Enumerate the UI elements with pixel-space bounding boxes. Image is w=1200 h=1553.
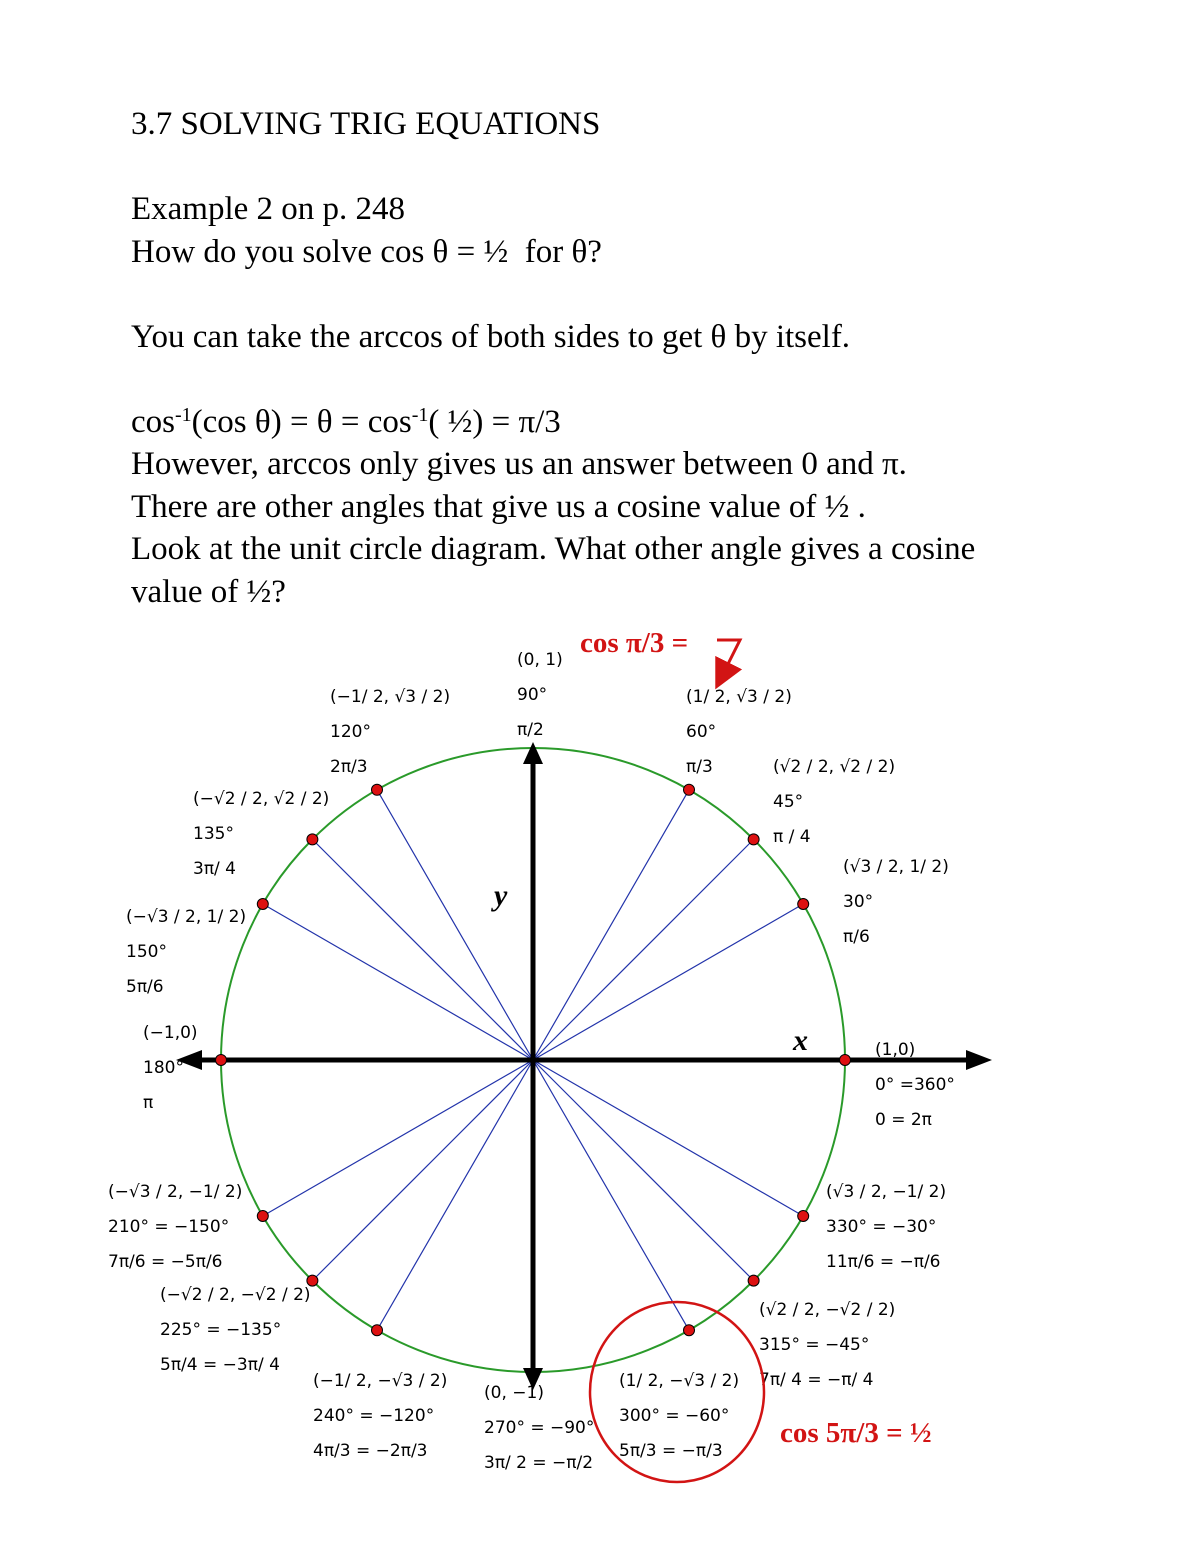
radius-line-150 bbox=[263, 904, 533, 1060]
label-210-deg: 210° = −150° bbox=[108, 1217, 230, 1237]
label-60-deg: 60° bbox=[686, 722, 717, 742]
label-240-rad: 4π/3 = −2π/3 bbox=[313, 1441, 428, 1461]
radius-line-300 bbox=[533, 1060, 689, 1330]
equation-line: $\cos^{-1}(\cos$ $\theta) = \theta = \cos^{-1}$( ½) = π/3 bbox=[131, 403, 561, 440]
look-line: Look at the unit circle diagram. What other angle gives a cosine bbox=[131, 531, 976, 567]
radius-line-30 bbox=[533, 904, 803, 1060]
point-0-deg bbox=[840, 1055, 851, 1066]
point-30-deg bbox=[798, 899, 809, 910]
y-axis-label: y bbox=[494, 879, 508, 912]
cos-pi-over-3-note: cos π/3 = bbox=[580, 627, 689, 659]
label-0-coord: (1,0) bbox=[875, 1040, 916, 1060]
label-330-coord: (√3 / 2, −1/ 2) bbox=[826, 1182, 947, 1202]
point-180-deg bbox=[216, 1055, 227, 1066]
label-300-coord: (1/ 2, −√3 / 2) bbox=[619, 1371, 740, 1391]
label-120-deg: 120° bbox=[330, 722, 371, 742]
label-90-deg: 90° bbox=[517, 685, 548, 705]
label-240-coord: (−1/ 2, −√3 / 2) bbox=[313, 1371, 448, 1391]
point-135-deg bbox=[307, 834, 318, 845]
point-315-deg bbox=[748, 1275, 759, 1286]
point-120-deg bbox=[372, 784, 383, 795]
label-315-deg: 315° = −45° bbox=[759, 1335, 870, 1355]
other-angles-line: There are other angles that give us a cosine value of ½ . bbox=[131, 488, 866, 525]
section-heading: 3.7 SOLVING TRIG EQUATIONS bbox=[131, 106, 601, 142]
cos-5pi-over-3-note: cos 5π/3 = ½ bbox=[780, 1417, 932, 1449]
label-135-rad: 3π/ 4 bbox=[193, 859, 236, 879]
label-315-rad: 7π/ 4 = −π/ 4 bbox=[759, 1370, 874, 1390]
label-60-coord: (1/ 2, √3 / 2) bbox=[686, 687, 792, 707]
label-45-rad: π / 4 bbox=[773, 827, 811, 847]
label-120-rad: 2π/3 bbox=[330, 757, 368, 777]
point-60-deg bbox=[684, 784, 695, 795]
explanation-line: You can take the arccos of both sides to get θ by itself. bbox=[131, 318, 851, 355]
label-270-rad: 3π/ 2 = −π/2 bbox=[484, 1453, 594, 1473]
radius-line-135 bbox=[312, 839, 533, 1060]
radius-line-60 bbox=[533, 790, 689, 1060]
value-of-line: value of ½? bbox=[131, 573, 286, 610]
radius-line-45 bbox=[533, 839, 754, 1060]
y-axis-arrow-up bbox=[523, 742, 543, 764]
x-axis-arrow-right bbox=[966, 1050, 992, 1070]
label-90-rad: π/2 bbox=[517, 720, 544, 740]
label-330-deg: 330° = −30° bbox=[826, 1217, 937, 1237]
radius-line-210 bbox=[263, 1060, 533, 1216]
radius-line-225 bbox=[312, 1060, 533, 1281]
label-150-rad: 5π/6 bbox=[126, 977, 164, 997]
label-330-rad: 11π/6 = −π/6 bbox=[826, 1252, 941, 1272]
label-150-coord: (−√3 / 2, 1/ 2) bbox=[126, 907, 247, 927]
label-225-rad: 5π/4 = −3π/ 4 bbox=[160, 1355, 280, 1375]
point-300-deg bbox=[684, 1325, 695, 1336]
label-210-coord: (−√3 / 2, −1/ 2) bbox=[108, 1182, 243, 1202]
label-90-coord: (0, 1) bbox=[517, 650, 563, 670]
label-45-deg: 45° bbox=[773, 792, 804, 812]
radius-line-120 bbox=[377, 790, 533, 1060]
label-300-rad: 5π/3 = −π/3 bbox=[619, 1441, 723, 1461]
radius-line-240 bbox=[377, 1060, 533, 1330]
label-150-deg: 150° bbox=[126, 942, 167, 962]
label-135-coord: (−√2 / 2, √2 / 2) bbox=[193, 789, 330, 809]
point-240-deg bbox=[372, 1325, 383, 1336]
label-30-coord: (√3 / 2, 1/ 2) bbox=[843, 857, 949, 877]
radius-line-330 bbox=[533, 1060, 803, 1216]
label-300-deg: 300° = −60° bbox=[619, 1406, 730, 1426]
point-330-deg bbox=[798, 1211, 809, 1222]
label-225-deg: 225° = −135° bbox=[160, 1320, 282, 1340]
label-45-coord: (√2 / 2, √2 / 2) bbox=[773, 757, 896, 777]
x-axis-label: x bbox=[793, 1024, 808, 1057]
label-60-rad: π/3 bbox=[686, 757, 713, 777]
however-line: However, arccos only gives us an answer between 0 and π. bbox=[131, 446, 907, 482]
question-line: How do you solve cos θ = ½ for θ? bbox=[131, 233, 602, 270]
label-120-coord: (−1/ 2, √3 / 2) bbox=[330, 687, 451, 707]
example-reference: Example 2 on p. 248 bbox=[131, 191, 406, 227]
label-270-coord: (0, −1) bbox=[484, 1383, 544, 1403]
label-30-deg: 30° bbox=[843, 892, 874, 912]
label-0-deg: 0° =360° bbox=[875, 1075, 955, 1095]
label-270-deg: 270° = −90° bbox=[484, 1418, 595, 1438]
label-0-rad: 0 = 2π bbox=[875, 1110, 932, 1130]
label-315-coord: (√2 / 2, −√2 / 2) bbox=[759, 1300, 896, 1320]
label-180-coord: (−1,0) bbox=[143, 1023, 198, 1043]
label-225-coord: (−√2 / 2, −√2 / 2) bbox=[160, 1285, 311, 1305]
point-210-deg bbox=[257, 1211, 268, 1222]
label-180-rad: π bbox=[143, 1093, 154, 1113]
label-210-rad: 7π/6 = −5π/6 bbox=[108, 1252, 223, 1272]
red-arrow bbox=[717, 640, 740, 676]
radius-line-315 bbox=[533, 1060, 754, 1281]
label-30-rad: π/6 bbox=[843, 927, 870, 947]
point-150-deg bbox=[257, 899, 268, 910]
label-240-deg: 240° = −120° bbox=[313, 1406, 435, 1426]
label-180-deg: 180° bbox=[143, 1058, 184, 1078]
label-135-deg: 135° bbox=[193, 824, 234, 844]
point-45-deg bbox=[748, 834, 759, 845]
